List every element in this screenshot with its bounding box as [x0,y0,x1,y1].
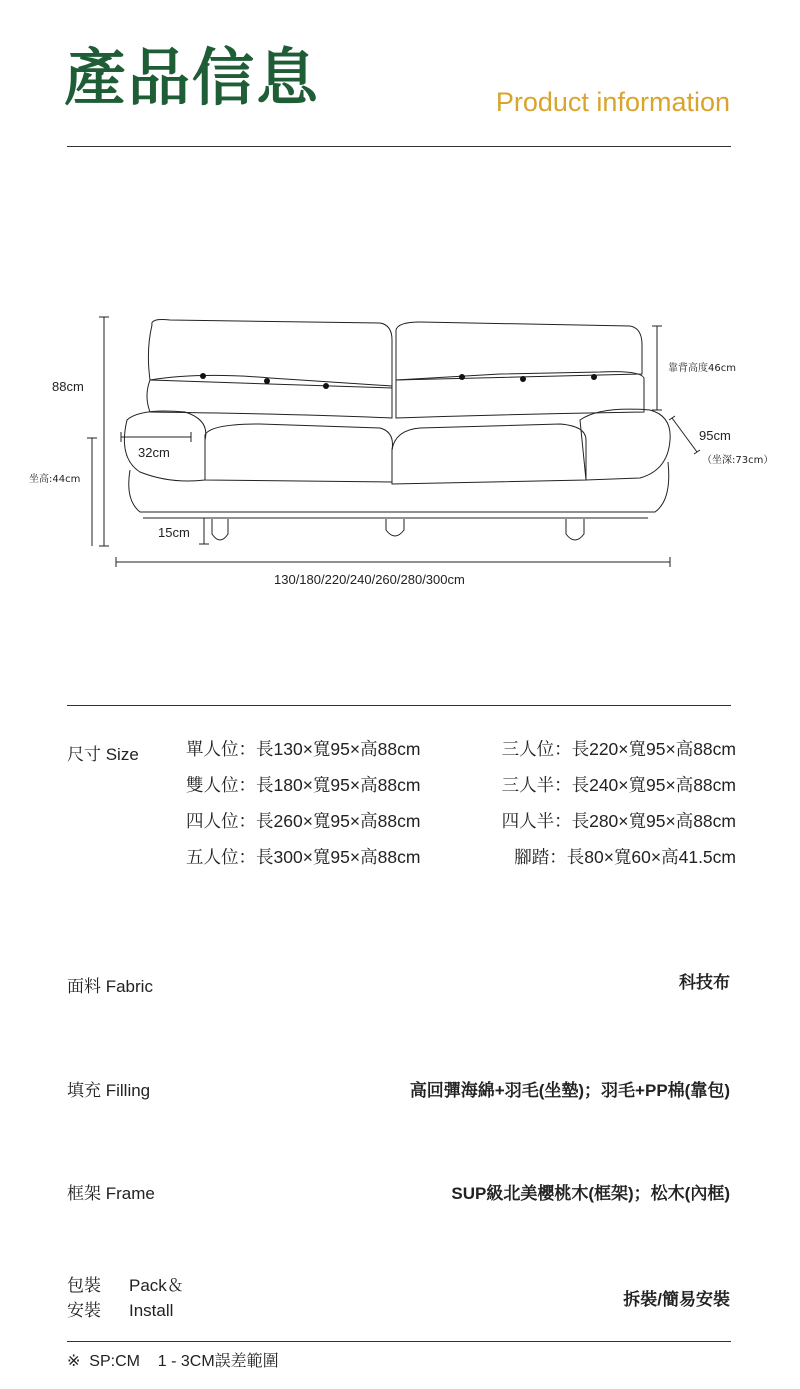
size-table [186,736,736,880]
leg-height-label: 15cm [158,525,190,540]
pack-label-cn-line: 安裝 [67,1301,101,1320]
size-row [186,772,736,808]
pack-label-cn-line: 包裝 [67,1276,101,1295]
size-cell: 三人位：長220×寬95×高88cm [501,739,736,759]
size-cell: 四人半：長280×寬95×高88cm [501,811,736,831]
fabric-value: 科技布 [679,973,730,992]
arm-width-label: 32cm [138,445,170,460]
pack-value: 拆裝/簡易安裝 [623,1290,730,1309]
page-subtitle: Product information [495,87,730,117]
size-cell: 五人位：長300×寬95×高88cm [186,847,421,867]
size-cell: 單人位：長130×寬95×高88cm [186,739,421,759]
depth-label: 95cm [699,428,731,443]
section-divider [67,705,731,706]
filling-value: 高回彈海綿+羽毛(坐墊)；羽毛+PP棉(靠包) [409,1081,730,1100]
seat-depth-label: （坐深:73cm） [702,455,774,466]
fabric-label: 面料 Fabric [67,977,153,996]
size-cell: 雙人位：長180×寬95×高88cm [186,775,421,795]
size-label: 尺寸 Size [67,745,139,764]
frame-value: SUP級北美櫻桃木(框架)；松木(內框) [451,1184,730,1203]
seat-height-label: 坐高:44cm [29,474,81,485]
header-divider [67,146,731,147]
size-cell: 三人半：長240×寬95×高88cm [501,775,736,795]
size-row [186,844,736,880]
tolerance-note: ※ SP:CM 1 - 3CM誤差範圍 [67,1353,279,1370]
frame-label: 框架 Frame [67,1184,155,1203]
pack-label-en-line: Install [129,1301,174,1320]
pack-label-en-line: Pack＆ [129,1276,184,1295]
size-row [186,736,736,772]
page-title: 產品信息 [64,41,321,114]
sofa-dimension-diagram [0,280,800,620]
size-row [186,808,736,844]
size-cell: 腳踏：長80×寬60×高41.5cm [514,847,736,867]
pack-label-en [129,1273,184,1323]
back-height-label: 靠背高度46cm [668,363,736,374]
footer-divider [67,1341,731,1342]
total-height-label: 88cm [52,379,84,394]
filling-label: 填充 Filling [67,1081,151,1100]
pack-label-cn [67,1273,101,1323]
width-options-label: 130/180/220/240/260/280/300cm [274,572,465,587]
size-cell: 四人位：長260×寬95×高88cm [186,811,421,831]
